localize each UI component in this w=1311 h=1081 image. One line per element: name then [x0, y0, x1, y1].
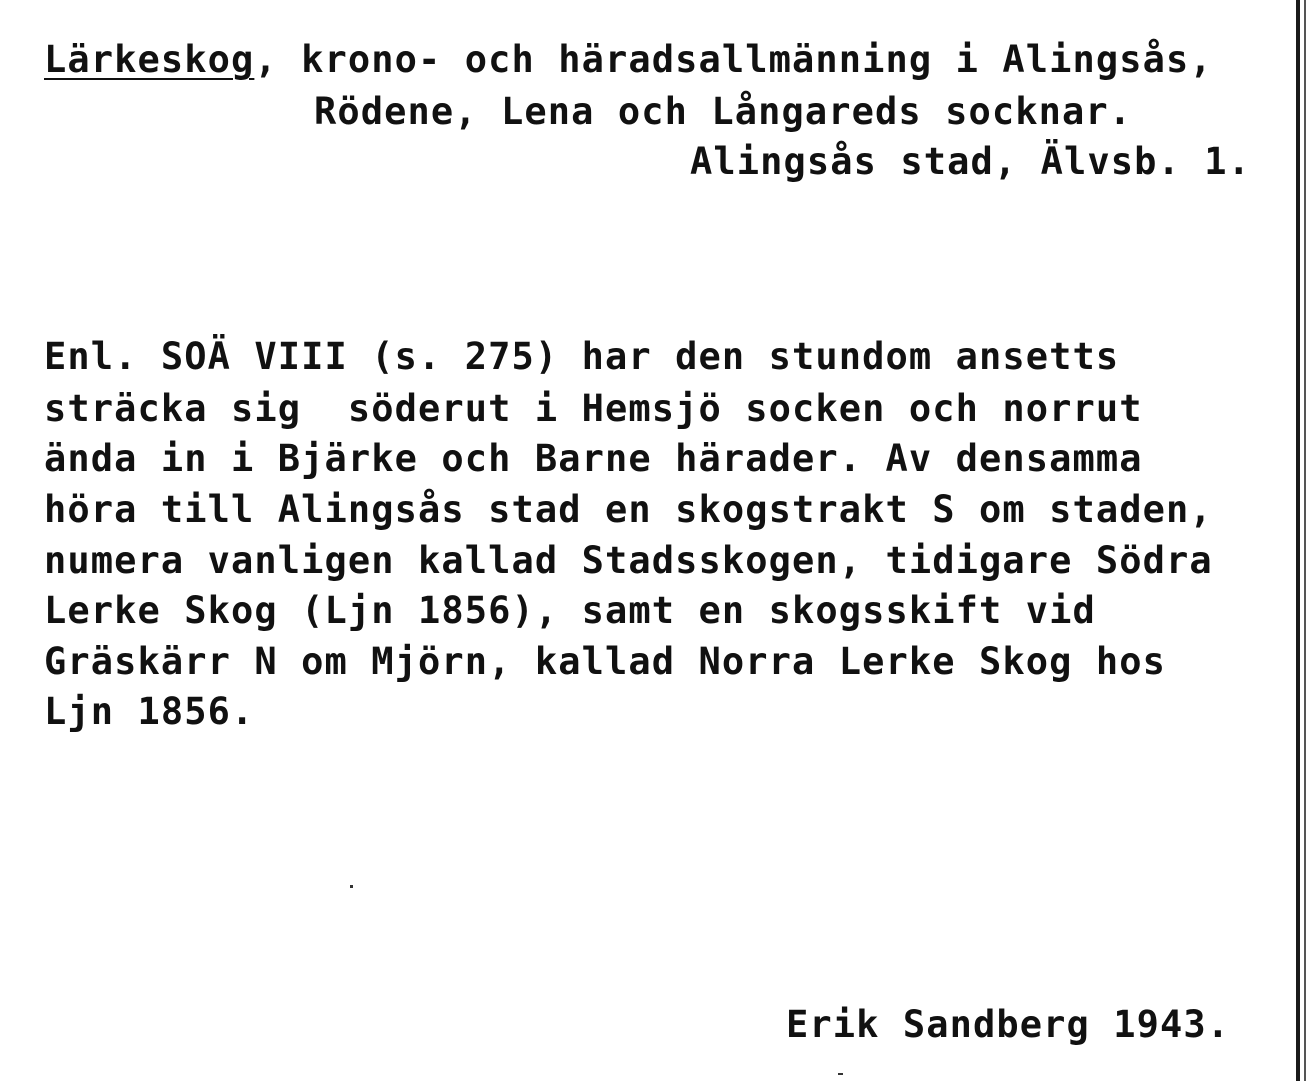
headword: Lärkeskog [44, 38, 255, 81]
header-line-1 [44, 38, 1213, 82]
body-line-1: Enl. SOÄ VIII (s. 275) har den stundom ansetts [44, 335, 1120, 378]
card-right-edge [1296, 0, 1300, 1081]
scan-speck [350, 885, 353, 888]
header-line-2: Rödene, Lena och Långareds socknar. [314, 90, 1133, 133]
body-line-3: ända in i Bjärke och Barne härader. Av densamma [44, 437, 1143, 480]
body-line-5: numera vanligen kallad Stadsskogen, tidigare Södra [44, 539, 1213, 582]
header-line-3: Alingsås stad, Älvsb. 1. [690, 140, 1252, 183]
body-line-6: Lerke Skog (Ljn 1856), samt en skogsskift vid [44, 589, 1096, 632]
body-line-8: Ljn 1856. [44, 690, 255, 733]
header-line-1-rest: , krono- och häradsallmänning i Alingsås, [254, 38, 1213, 81]
signature: Erik Sandberg 1943. [786, 1003, 1231, 1046]
body-line-4: höra till Alingsås stad en skogstrakt S om staden, [44, 488, 1213, 531]
scan-speck [838, 1073, 843, 1075]
body-line-2: sträcka sig söderut i Hemsjö socken och norrut [44, 387, 1143, 430]
card-right-edge-shadow [1304, 0, 1306, 1081]
body-line-7: Gräskärr N om Mjörn, kallad Norra Lerke Skog hos [44, 640, 1167, 683]
